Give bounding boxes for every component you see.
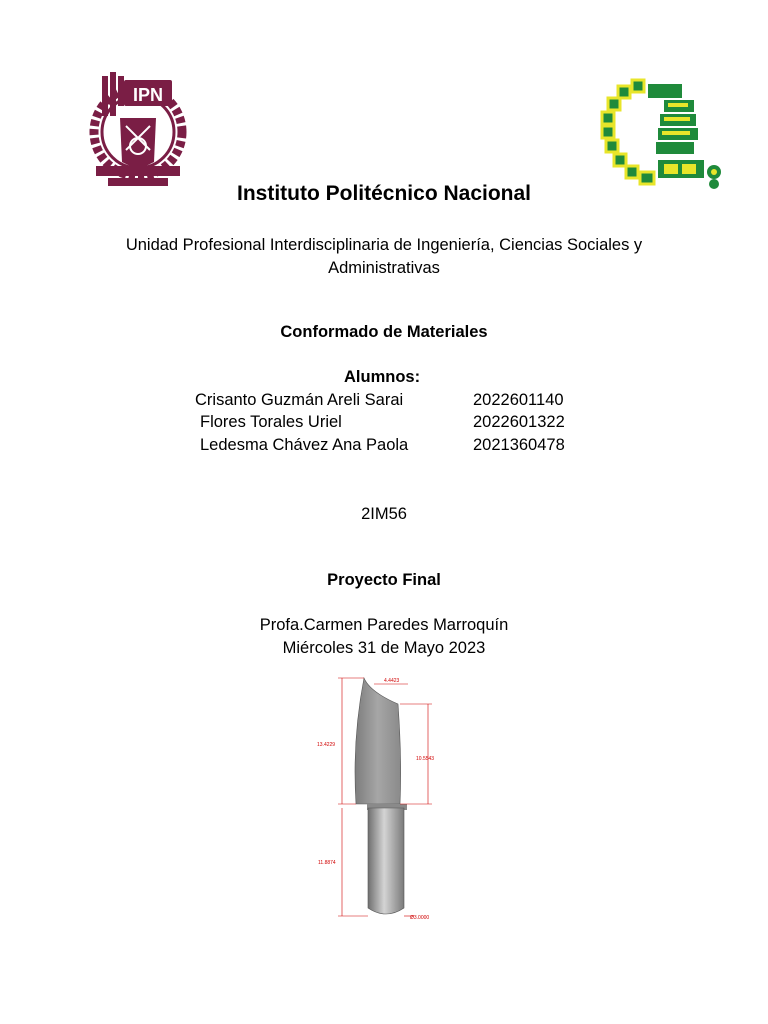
dimension-shank: 11.8874: [318, 860, 336, 866]
dimension-blade-right: 10.5543: [416, 756, 435, 762]
professor-name: Profa.Carmen Paredes Marroquín: [259, 616, 509, 634]
academic-unit-line-2: Administrativas: [328, 259, 440, 277]
tool-shank: [368, 808, 404, 914]
dimension-blade-left: 13.4229: [317, 742, 336, 748]
tool-blade: [355, 678, 401, 804]
student-name: Crisanto Guzmán Areli Sarai: [195, 391, 404, 409]
student-id: 2022601140: [473, 391, 564, 409]
student-name: Flores Torales Uriel: [200, 413, 342, 431]
student-name: Ledesma Chávez Ana Paola: [200, 436, 409, 454]
academic-unit-line-1: Unidad Profesional Interdisciplinaria de Ingeniería, Ciencias Sociales y: [125, 236, 643, 254]
dimension-top: 4.4423: [384, 678, 400, 684]
ipn-logo-text: IPN: [132, 85, 164, 105]
academic-unit: [0, 234, 768, 280]
tool-drawing: [312, 670, 440, 922]
ipn-logo: [88, 70, 188, 195]
date: Miércoles 31 de Mayo 2023: [282, 639, 486, 657]
subject-title: Conformado de Materiales: [280, 323, 488, 341]
student-id: 2021360478: [473, 436, 565, 454]
project-title: Proyecto Final: [327, 571, 441, 589]
dimension-diameter: Ø3.0000: [410, 915, 430, 921]
upiicsa-logo: [598, 76, 730, 194]
institution-title: Instituto Politécnico Nacional: [236, 182, 532, 205]
student-id: 2022601322: [473, 413, 565, 431]
students-label: Alumnos:: [344, 368, 421, 386]
group-code: 2IM56: [361, 505, 407, 523]
